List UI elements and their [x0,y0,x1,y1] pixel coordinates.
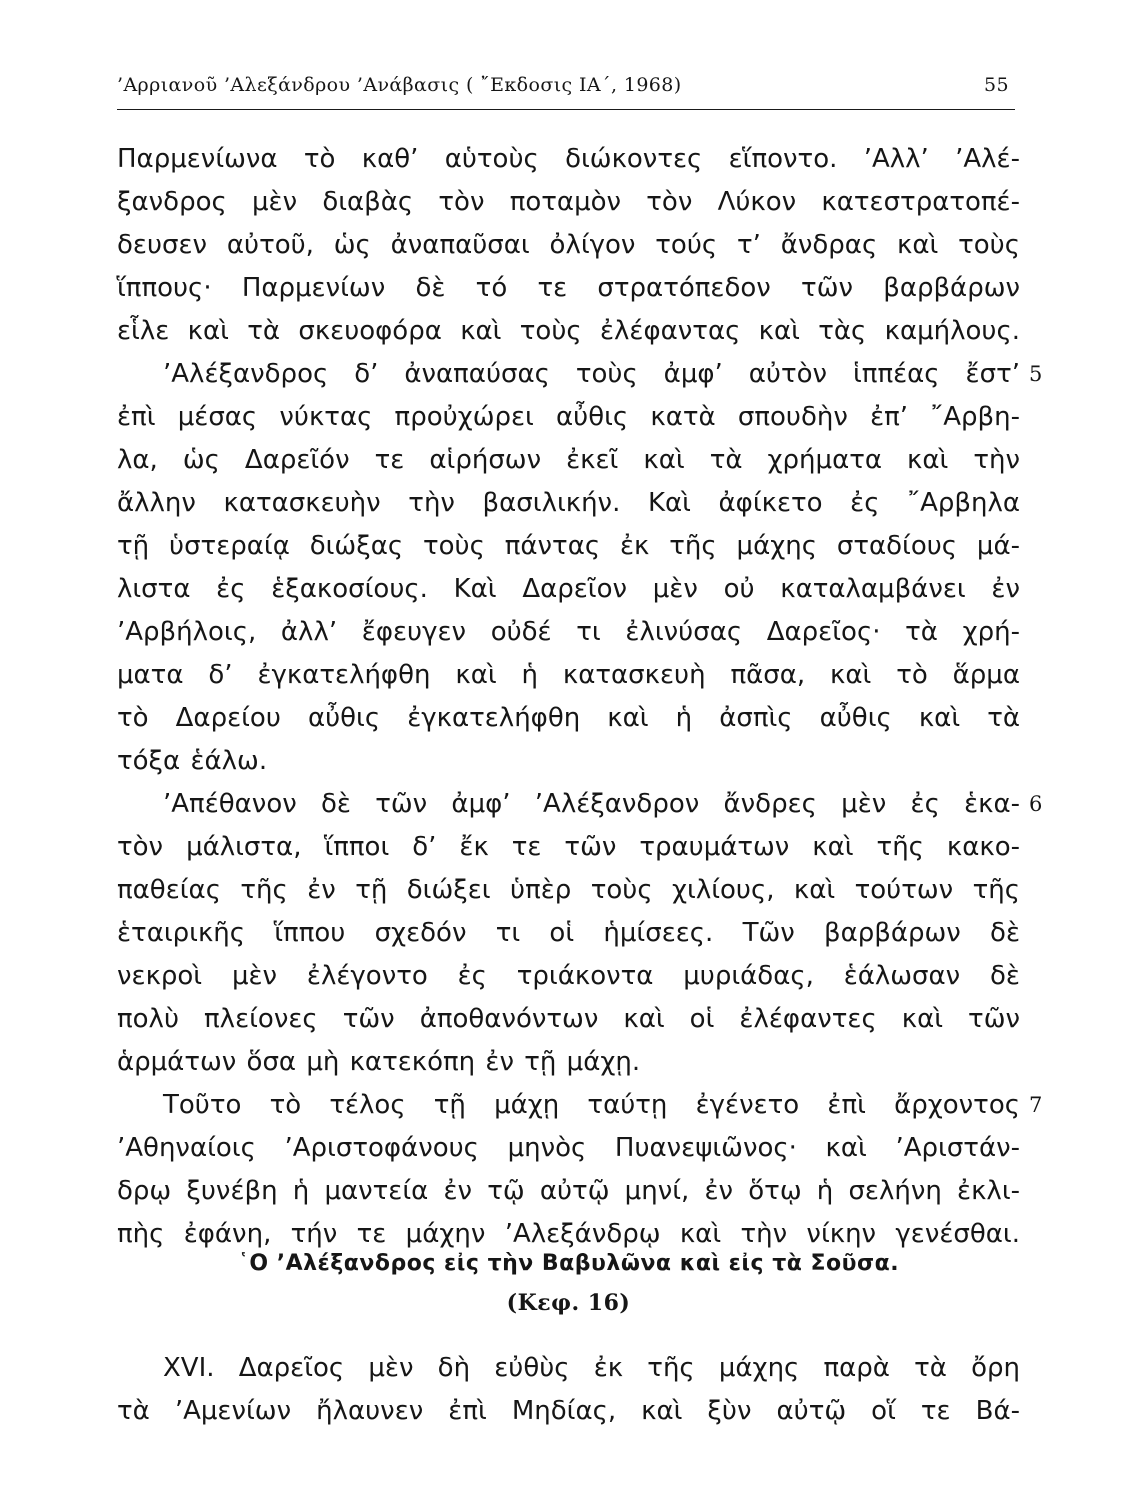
margin-section-number: 7 [1029,1093,1043,1117]
margin-section-number: 6 [1029,792,1043,816]
text-line: τὸν μάλιστα, ἵπποι δ’ ἔκ τε τῶν τραυμάτων καὶ τῆς κακο- [117,832,1020,862]
text-line: λιστα ἐς ἑξακοσίους. Καὶ Δαρεῖον μὲν οὐ καταλαμβάνει ἐν [117,574,1020,604]
text-line: λα, ὡς Δαρεῖόν τε αἱρήσων ἐκεῖ καὶ τὰ χρήματα καὶ τὴν [117,445,1020,475]
text-line: τόξα ἑάλω. [117,746,268,776]
running-head [117,74,1015,104]
text-line: εἷλε καὶ τὰ σκευοφόρα καὶ τοὺς ἐλέφαντας καὶ τὰς καμήλους. [117,316,1020,346]
margin-section-number: 5 [1029,362,1043,386]
text-line: παθείας τῆς ἐν τῇ διώξει ὑπὲρ τοὺς χιλίους, καὶ τούτων τῆς [117,875,1020,905]
text-line: ἁρμάτων ὅσα μὴ κατεκόπη ἐν τῇ μάχῃ. [117,1047,641,1077]
text-line: ξανδρος μὲν διαβὰς τὸν ποταμὸν τὸν Λύκον κατεστρατοπέ- [117,187,1020,217]
text-line: πὴς ἐφάνη, τήν τε μάχην ’Αλεξάνδρῳ καὶ τὴν νίκην γενέσθαι. [117,1219,1020,1249]
text-line: ἐπὶ μέσας νύκτας προὐχώρει αὖθις κατὰ σπουδὴν ἐπ’ ῎Αρβη- [117,402,1020,432]
section-heading: ῾Ο ’Αλέξανδρος εἰς τὴν Βαβυλῶνα καὶ εἰς τὰ Σοῦσα. [237,1251,900,1276]
paragraph-first-line: Τοῦτο τὸ τέλος τῇ μάχῃ ταύτῃ ἐγένετο ἐπὶ ἄρχοντος [163,1090,1020,1120]
paragraph-first-line: ’Αλέξανδρος δ’ ἀναπαύσας τοὺς ἀμφ’ αὐτὸν ἱππέας ἔστ’ [163,359,1020,389]
text-line: ἑταιρικῆς ἵππου σχεδόν τι οἱ ἡμίσεες. Τῶν βαρβάρων δὲ [117,918,1020,948]
text-line: τῇ ὑστεραίᾳ διώξας τοὺς πάντας ἐκ τῆς μάχης σταδίους μά- [117,531,1020,561]
text-line: ’Αθηναίοις ’Αριστοφάνους μηνὸς Πυανεψιῶνος· καὶ ’Αριστάν- [117,1133,1020,1163]
page-number: 55 [984,74,1009,96]
text-line: τὰ ’Αμενίων ἤλαυνεν ἐπὶ Μηδίας, καὶ ξὺν αὐτῷ οἵ τε Βά- [117,1396,1020,1426]
text-line: Παρμενίωνα τὸ καθ’ αὑτοὺς διώκοντες εἵποντο. ’Αλλ’ ’Αλέ- [117,144,1020,174]
text-line: πολὺ πλείονες τῶν ἀποθανόντων καὶ οἱ ἐλέφαντες καὶ τῶν [117,1004,1020,1034]
paragraph-first-line: ’Απέθανον δὲ τῶν ἀμφ’ ’Αλέξανδρον ἄνδρες μὲν ἐς ἑκα- [163,789,1020,819]
text-line: ’Αρβήλοις, ἀλλ’ ἔφευγεν οὐδέ τι ἐλινύσας Δαρεῖος· τὰ χρή- [117,617,1020,647]
chapter-reference: (Κεφ. 16) [506,1290,631,1316]
text-line: δευσεν αὐτοῦ, ὡς ἀναπαῦσαι ὀλίγον τούς τ’ ἄνδρας καὶ τοὺς [117,230,1020,260]
text-line: νεκροὶ μὲν ἐλέγοντο ἐς τριάκοντα μυριάδας, ἑάλωσαν δὲ [117,961,1020,991]
text-line: τὸ Δαρείου αὖθις ἐγκατελήφθη καὶ ἡ ἀσπὶς αὖθις καὶ τὰ [117,703,1020,733]
text-line: ἵππους· Παρμενίων δὲ τό τε στρατόπεδον τῶν βαρβάρων [117,273,1020,303]
text-line: ματα δ’ ἐγκατελήφθη καὶ ἡ κατασκευὴ πᾶσα, καὶ τὸ ἅρμα [117,660,1020,690]
running-title: ’Αρριανοῦ ’Αλεξάνδρου ’Ανάβασις ( ῎Εκδοσις ΙΑ΄, 1968) [117,74,682,96]
text-line: ἄλλην κατασκευὴν τὴν βασιλικήν. Καὶ ἀφίκετο ἐς ῎Αρβηλα [117,488,1020,518]
chapter-first-line: XVI. Δαρεῖος μὲν δὴ εὐθὺς ἐκ τῆς μάχης παρὰ τὰ ὄρη [163,1353,1020,1383]
header-rule [117,109,1015,110]
text-line: δρῳ ξυνέβη ἡ μαντεία ἐν τῷ αὐτῷ μηνί, ἐν ὅτῳ ἡ σελήνη ἐκλι- [117,1176,1020,1206]
